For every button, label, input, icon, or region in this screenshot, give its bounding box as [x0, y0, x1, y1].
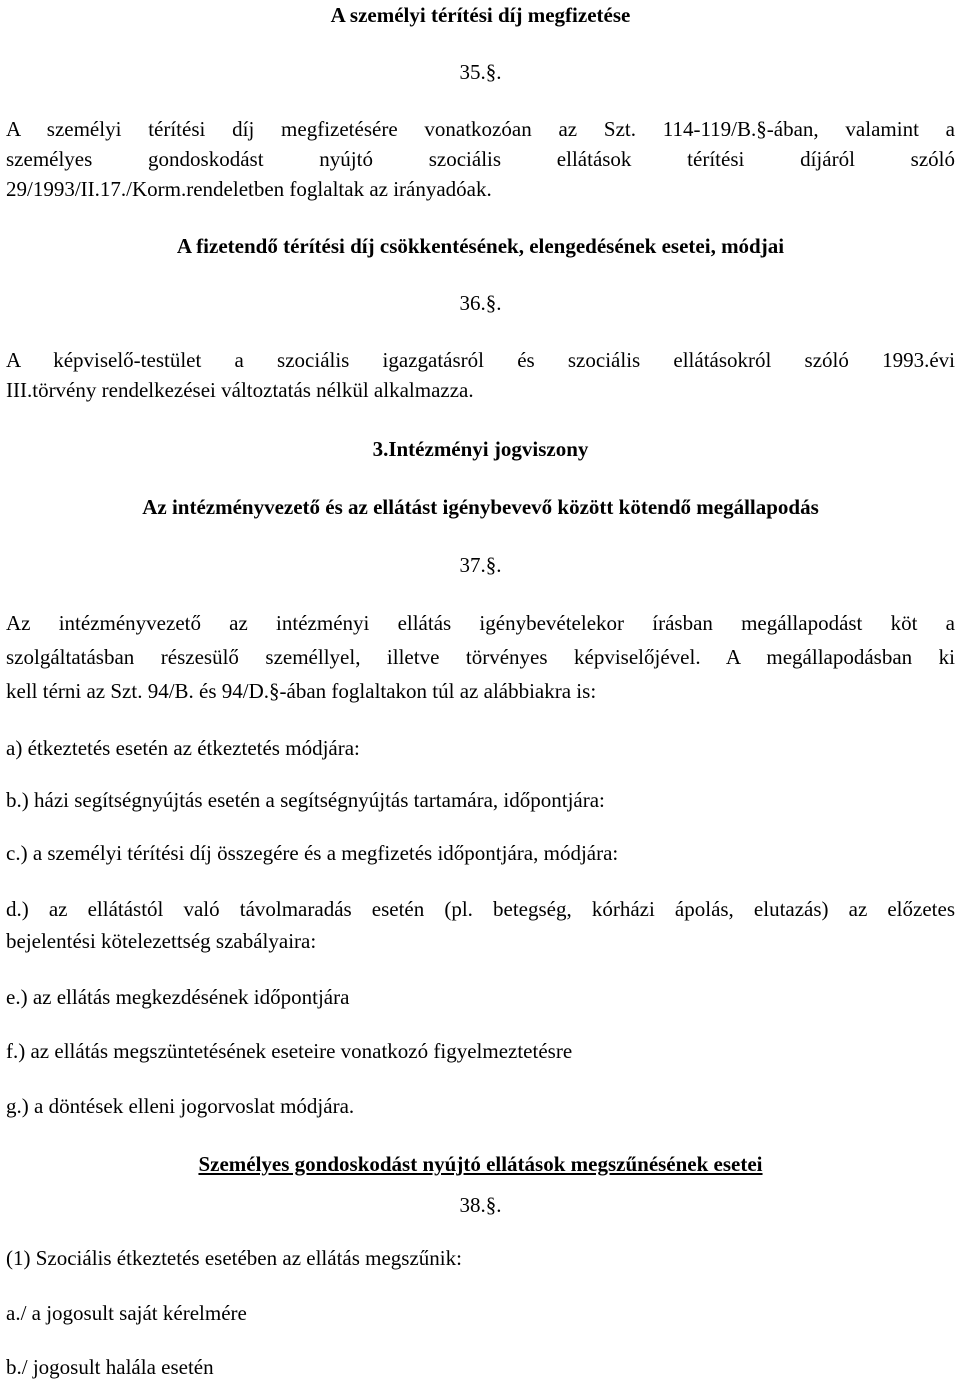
paragraph-line: Az intézményvezető az intézményi ellátás igénybevételekor írásban megállapodást köt a [6, 611, 955, 635]
section-heading: A személyi térítési díj megfizetése [330, 3, 631, 27]
list-item: a./ a jogosult saját kérelmére [6, 1301, 247, 1325]
chapter-subtitle: Az intézményvezető és az ellátást igénybevevő között kötendő megállapodás [142, 495, 819, 519]
paragraph-line: A személyi térítési díj megfizetésére vonatkozóan az Szt. 114-119/B.§-ában, valamint a [6, 117, 955, 141]
list-item: b.) házi segítségnyújtás esetén a segítségnyújtás tartamára, időpontjára: [6, 788, 605, 812]
list-item: f.) az ellátás megszüntetésének eseteire vonatkozó figyelmeztetésre [6, 1039, 573, 1063]
paragraph-line: 29/1993/II.17./Korm.rendeletben foglaltak az irányadóak. [6, 177, 492, 201]
list-item: c.) a személyi térítési díj összegére és a megfizetés időpontjára, módjára: [6, 841, 619, 865]
paragraph-line: A képviselő-testület a szociális igazgatásról és szociális ellátásokról szóló 1993.évi [6, 348, 955, 372]
paragraph-line: személyes gondoskodást nyújtó szociális ellátások térítési díjáról szóló [6, 147, 955, 171]
paragraph-line: (1) Szociális étkeztetés esetében az ellátás megszűnik: [6, 1246, 462, 1270]
paragraph-line: kell térni az Szt. 94/B. és 94/D.§-ában foglaltakon túl az alábbiakra is: [6, 679, 597, 703]
paragraph-line: III.törvény rendelkezései változtatás nélkül alkalmazza. [6, 378, 474, 402]
list-item: d.) az ellátástól való távolmaradás esetén (pl. betegség, kórházi ápolás, elutazás) az előzetes [6, 897, 955, 921]
section-heading [6, 1149, 955, 1179]
section-number: 36.§. [459, 291, 502, 315]
list-item: e.) az ellátás megkezdésének időpontjára [6, 985, 350, 1009]
chapter-title: 3.Intézményi jogviszony [372, 437, 589, 461]
section-number: 35.§. [459, 60, 502, 84]
list-item: b./ jogosult halála esetén [6, 1355, 214, 1379]
section-heading: A fizetendő térítési díj csökkentésének, elengedésének esetei, módjai [176, 234, 785, 258]
list-item: bejelentési kötelezettség szabályaira: [6, 929, 317, 953]
section-heading-text: Személyes gondoskodást nyújtó ellátások megszűnésének esetei [198, 1152, 763, 1176]
paragraph-line: szolgáltatásban részesülő személlyel, illetve törvényes képviselőjével. A megállapodásban ki [6, 645, 955, 669]
section-number: 38.§. [459, 1193, 502, 1217]
list-item: g.) a döntések elleni jogorvoslat módjára. [6, 1094, 355, 1118]
section-number: 37.§. [459, 553, 502, 577]
list-item: a) étkeztetés esetén az étkeztetés módjára: [6, 736, 360, 760]
